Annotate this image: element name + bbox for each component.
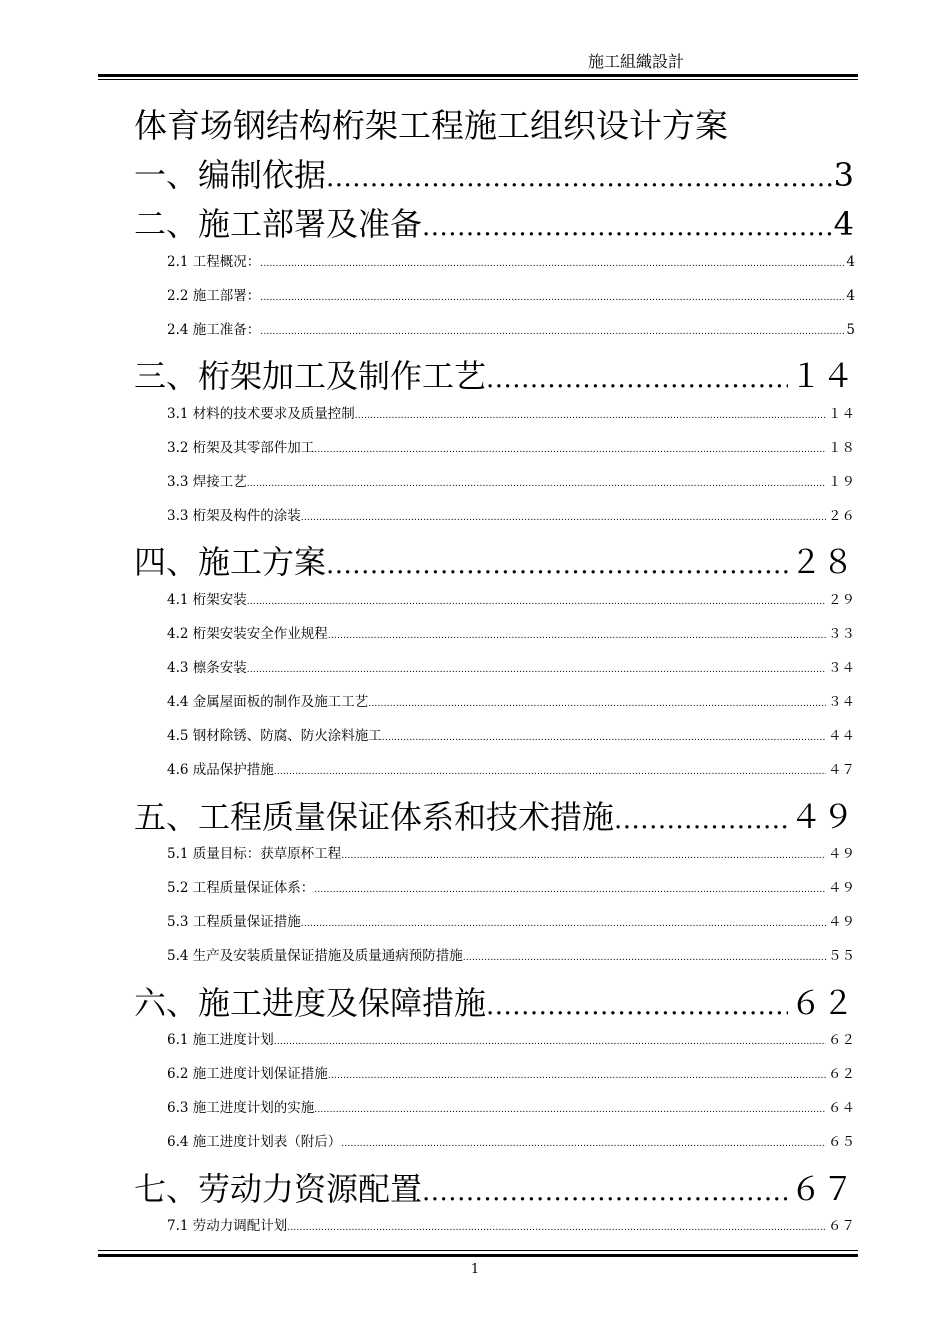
toc-entry[interactable] bbox=[134, 1167, 854, 1211]
toc-entry[interactable] bbox=[167, 320, 855, 340]
toc-entry-page: ４９ bbox=[828, 914, 855, 930]
toc-entry[interactable] bbox=[167, 404, 855, 424]
toc-entry-page: ５５ bbox=[828, 948, 855, 964]
toc-leader-dots bbox=[328, 626, 826, 644]
toc-entry[interactable] bbox=[167, 472, 855, 492]
toc-leader-dots bbox=[486, 357, 788, 398]
toc-entry-label: 4.6 成品保护措施 bbox=[167, 762, 274, 778]
page-number: 1 bbox=[470, 1262, 480, 1277]
toc-entry[interactable] bbox=[167, 590, 855, 610]
toc-entry-label: 7.1 劳动力调配计划 bbox=[167, 1218, 288, 1234]
toc-entry-label: 5.3 工程质量保证措施 bbox=[167, 914, 301, 930]
toc-entry-label: 四、施工方案 bbox=[134, 543, 327, 581]
toc-leader-dots bbox=[382, 728, 826, 746]
toc-leader-dots bbox=[274, 762, 826, 780]
toc-leader-dots bbox=[274, 1032, 826, 1050]
toc-leader-dots bbox=[314, 1100, 826, 1118]
toc-entry-label: 3.2 桁架及其零部件加工 bbox=[167, 440, 315, 456]
toc-leader-dots bbox=[301, 508, 826, 526]
toc-entry[interactable] bbox=[167, 1216, 855, 1236]
toc-entry-page: ６４ bbox=[828, 1100, 855, 1116]
toc-entry[interactable] bbox=[134, 981, 854, 1025]
toc-entry-label: 5.2 工程质量保证体系： bbox=[167, 880, 315, 896]
toc-entry[interactable] bbox=[167, 1132, 855, 1152]
toc-entry[interactable] bbox=[167, 658, 855, 678]
toc-entry-page: ２６ bbox=[828, 508, 855, 524]
toc-entry[interactable] bbox=[134, 153, 854, 197]
toc-leader-dots bbox=[486, 984, 788, 1025]
toc-entry-label: 一、编制依据 bbox=[134, 156, 327, 194]
toc-entry-label: 4.2 桁架安装安全作业规程 bbox=[167, 626, 328, 642]
toc-entry-page: ３４ bbox=[828, 660, 855, 676]
toc-leader-dots bbox=[355, 406, 826, 424]
toc-leader-dots bbox=[328, 1066, 826, 1084]
toc-leader-dots bbox=[326, 543, 788, 584]
toc-entry[interactable] bbox=[167, 760, 855, 780]
toc-entry-page: ６２ bbox=[828, 1066, 855, 1082]
toc-leader-dots bbox=[247, 474, 826, 492]
toc-entry-label: 4.4 金属屋面板的制作及施工工艺 bbox=[167, 694, 369, 710]
toc-entry[interactable] bbox=[134, 354, 854, 398]
toc-entry-page: ３３ bbox=[828, 626, 855, 642]
toc-entry-page: ２８ bbox=[789, 543, 854, 581]
toc-leader-dots bbox=[326, 156, 832, 197]
toc-leader-dots bbox=[341, 846, 826, 864]
toc-entry[interactable] bbox=[134, 795, 854, 839]
footer-rule-thick bbox=[98, 1254, 858, 1257]
toc-entry-label: 七、劳动力资源配置 bbox=[134, 1170, 423, 1208]
toc-entry[interactable] bbox=[167, 878, 855, 898]
toc-entry-page: ６５ bbox=[828, 1134, 855, 1150]
toc-entry-page: ６７ bbox=[789, 1170, 854, 1208]
toc-entry[interactable] bbox=[167, 844, 855, 864]
toc-entry-label: 4.3 檩条安装 bbox=[167, 660, 247, 676]
toc-entry-label: 六、施工进度及保障措施 bbox=[134, 984, 487, 1022]
toc-entry-label: 五、工程质量保证体系和技术措施 bbox=[134, 798, 615, 836]
toc-leader-dots bbox=[260, 322, 844, 340]
toc-entry[interactable] bbox=[167, 946, 855, 966]
toc-entry-label: 6.4 施工进度计划表（附后） bbox=[167, 1134, 342, 1150]
toc-leader-dots bbox=[247, 660, 826, 678]
toc-entry-label: 3.3 焊接工艺 bbox=[167, 474, 247, 490]
toc-entry-label: 3.3 桁架及构件的涂装 bbox=[167, 508, 301, 524]
toc-entry-page: １８ bbox=[828, 440, 855, 456]
toc-entry[interactable] bbox=[167, 624, 855, 644]
toc-entry-page: 4 bbox=[846, 288, 855, 304]
toc-entry[interactable] bbox=[167, 1030, 855, 1050]
toc-entry-label: 三、桁架加工及制作工艺 bbox=[134, 357, 487, 395]
toc-entry[interactable] bbox=[167, 692, 855, 712]
toc-entry-page: 4 bbox=[833, 205, 854, 243]
toc-entry-label: 6.3 施工进度计划的实施 bbox=[167, 1100, 315, 1116]
toc-leader-dots bbox=[341, 1134, 826, 1152]
toc-entry[interactable] bbox=[134, 540, 854, 584]
toc-entry-page: ６７ bbox=[828, 1218, 855, 1234]
toc-entry-label: 6.2 施工进度计划保证措施 bbox=[167, 1066, 328, 1082]
toc-leader-dots bbox=[422, 205, 832, 246]
toc-entry-page: ４９ bbox=[828, 846, 855, 862]
toc-leader-dots bbox=[368, 694, 826, 712]
toc-entry-page: ４９ bbox=[789, 798, 854, 836]
toc-leader-dots bbox=[247, 592, 826, 610]
toc-entry[interactable] bbox=[167, 506, 855, 526]
footer-rule-thin bbox=[98, 1250, 858, 1251]
toc-entry-page: ６２ bbox=[828, 1032, 855, 1048]
toc-entry-page: 3 bbox=[833, 156, 854, 194]
toc-entry-label: 5.4 生产及安装质量保证措施及质量通病预防措施 bbox=[167, 948, 463, 964]
toc-entry[interactable] bbox=[134, 202, 854, 246]
toc-entry-page: ３４ bbox=[828, 694, 855, 710]
toc-entry[interactable] bbox=[167, 726, 855, 746]
toc-entry-label: 二、施工部署及准备 bbox=[134, 205, 423, 243]
toc-leader-dots bbox=[614, 798, 788, 839]
toc-entry-label: 3.1 材料的技术要求及质量控制 bbox=[167, 406, 355, 422]
toc-leader-dots bbox=[260, 288, 844, 306]
toc-leader-dots bbox=[301, 914, 826, 932]
toc-entry-page: 4 bbox=[846, 254, 855, 270]
header-title: 施工組織設計 bbox=[588, 52, 685, 71]
toc-entry-label: 2.4 施工准备： bbox=[167, 322, 261, 338]
toc-leader-dots bbox=[314, 880, 826, 898]
toc-leader-dots bbox=[314, 440, 826, 458]
toc-entry-page: １４ bbox=[828, 406, 855, 422]
toc-entry[interactable] bbox=[167, 252, 855, 272]
toc-entry-label: 4.5 钢材除锈、防腐、防火涂料施工 bbox=[167, 728, 382, 744]
toc-leader-dots bbox=[422, 1170, 788, 1211]
toc-entry[interactable] bbox=[167, 912, 855, 932]
toc-leader-dots bbox=[287, 1218, 826, 1236]
toc-entry-label: 2.2 施工部署： bbox=[167, 288, 261, 304]
toc-entry-page: ２９ bbox=[828, 592, 855, 608]
toc-entry-page: ４９ bbox=[828, 880, 855, 896]
toc-entry-label: 6.1 施工进度计划 bbox=[167, 1032, 274, 1048]
toc-entry-page: １４ bbox=[789, 357, 854, 395]
toc-entry[interactable] bbox=[167, 1064, 855, 1084]
toc-entry-label: 4.1 桁架安装 bbox=[167, 592, 247, 608]
toc-entry[interactable] bbox=[167, 438, 855, 458]
toc-entry-page: ６２ bbox=[789, 984, 854, 1022]
toc-entry[interactable] bbox=[167, 1098, 855, 1118]
toc-entry-page: 5 bbox=[846, 322, 855, 338]
toc-leader-dots bbox=[260, 254, 844, 272]
toc-entry-label: 2.1 工程概况： bbox=[167, 254, 261, 270]
toc-entry-page: １９ bbox=[828, 474, 855, 490]
toc-leader-dots bbox=[463, 948, 826, 966]
toc-entry-page: ４４ bbox=[828, 728, 855, 744]
toc-entry[interactable] bbox=[167, 286, 855, 306]
document-title: 体育场钢结构桁架工程施工组织设计方案 bbox=[134, 106, 728, 145]
toc-entry-label: 5.1 质量目标：获草原杯工程 bbox=[167, 846, 342, 862]
toc-entry-page: ４７ bbox=[828, 762, 855, 778]
